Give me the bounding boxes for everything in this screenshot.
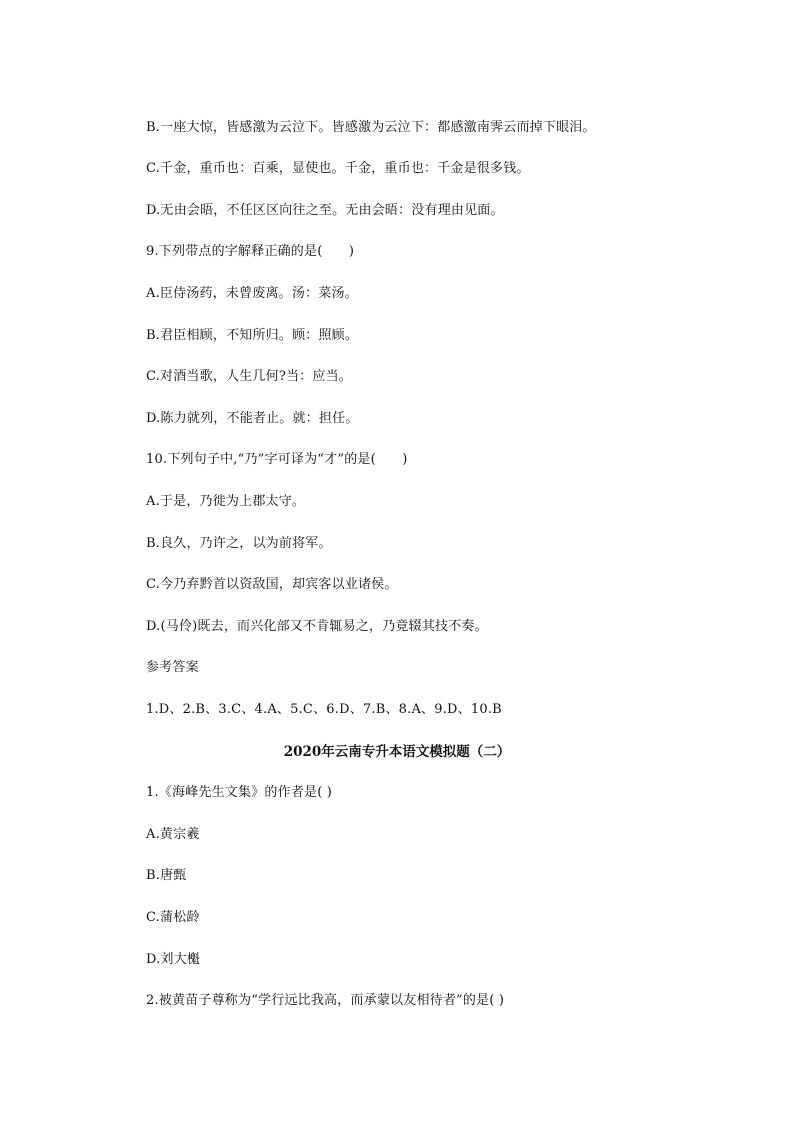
option-d-q8: D.无由会晤，不任区区向往之至。无由会晤：没有理由见面。 [146,203,504,218]
option-d-q9: D.陈力就列，不能者止。就：担任。 [146,411,359,426]
option-c-q8: C.千金，重币也：百乘，显使也。千金，重币也：千金是很多钱。 [146,161,530,176]
option-c-q1: C.蒲松龄 [146,910,200,925]
option-d-q10: D.(马伶)既去，而兴化部又不肯辄易之，乃竟辍其技不奏。 [146,619,488,634]
option-d-q1: D.刘大櫆 [146,952,201,967]
question-1: 1.《海峰先生文集》的作者是( ) [146,785,333,800]
option-a-q10: A.于是，乃徙为上郡太守。 [146,494,306,509]
answer-key: 1.D、2.B、3.C、4.A、5.C、6.D、7.B、8.A、9.D、10.B [146,702,502,717]
answer-key-heading: 参考答案 [146,660,199,675]
question-9: 9.下列带点的字解释正确的是( ) [146,244,355,259]
option-b-q8: B.一座大惊，皆感激为云泣下。皆感激为云泣下：都感激南霁云而掉下眼泪。 [146,120,596,135]
option-b-q10: B.良久，乃许之，以为前将军。 [146,536,332,551]
question-10: 10.下列句子中,“乃”字可译为“才”的是( ) [146,452,408,467]
option-a-q1: A.黄宗羲 [146,827,200,842]
option-b-q9: B.君臣相顾，不知所归。顾：照顾。 [146,328,359,343]
option-c-q9: C.对酒当歌，人生几何?当：应当。 [146,369,352,384]
section-title: 2020年云南专升本语文模拟题（二） [283,744,511,760]
option-c-q10: C.今乃弃黔首以资敌国，却宾客以业诸侯。 [146,577,398,592]
option-a-q9: A.臣侍汤药，未曾废离。汤：菜汤。 [146,286,358,301]
question-2: 2.被黄苗子尊称为“学行远比我高，而承蒙以友相待者”的是( ) [146,993,505,1008]
option-b-q1: B.唐甄 [146,868,187,883]
